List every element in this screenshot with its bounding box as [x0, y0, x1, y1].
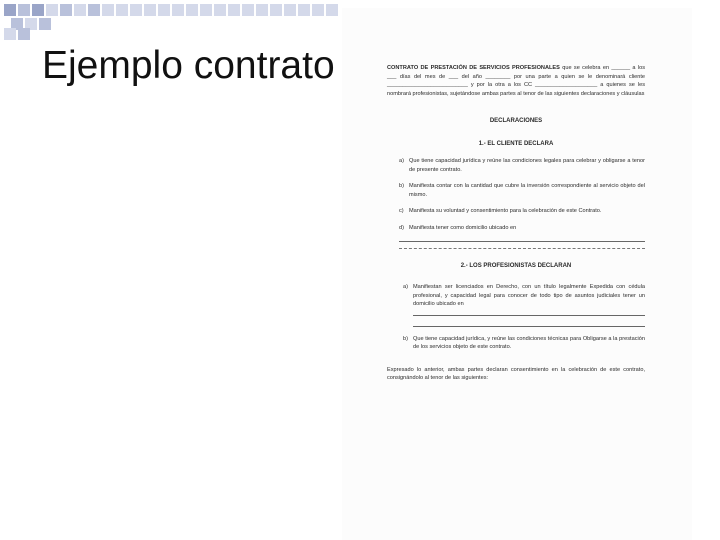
decorative-square	[18, 4, 30, 16]
professionals-clause-a: a) Manifiestan ser licenciados en Derecho, con un título legalmente Expedida con cédula profesional, y capacidad legal para conocer de todo tipo de asuntos judiciales tener un domicilio ubicado en	[403, 284, 645, 307]
decorative-square	[158, 4, 170, 16]
decorative-square	[172, 4, 184, 16]
decorative-square	[228, 4, 240, 16]
slide-title: Ejemplo contrato	[42, 44, 335, 87]
decorative-square	[326, 4, 338, 16]
decorative-square	[4, 28, 16, 40]
decorative-square	[242, 4, 254, 16]
client-clause-c: c) Manifiesta su voluntad y consentimiento para la celebración de este Contrato.	[399, 208, 602, 214]
decorative-square	[18, 28, 30, 40]
decorative-square	[32, 4, 44, 16]
decorative-square	[144, 4, 156, 16]
decorative-square	[200, 4, 212, 16]
client-declares-heading: 1.- EL CLIENTE DECLARA	[478, 141, 554, 147]
contract-title: CONTRATO DE PRESTACIÓN DE SERVICIOS PROFESIONALES	[387, 65, 560, 71]
decorative-square	[39, 18, 51, 30]
client-clause-b: b) Manifiesta contar con la cantidad que cubre la inversión correspondiente al servicio objeto del mismo.	[399, 183, 645, 198]
decorative-squares-band	[0, 0, 340, 40]
decorative-square	[88, 4, 100, 16]
decorative-square	[74, 4, 86, 16]
decorative-square	[186, 4, 198, 16]
decorative-square	[256, 4, 268, 16]
closing-paragraph: Expresado lo anterior, ambas partes declaran consentimiento en la celebración de este contrato, consignándolo al tenor de las siguientes:	[387, 366, 645, 381]
decorative-square	[116, 4, 128, 16]
decorative-square	[284, 4, 296, 16]
decorative-square	[270, 4, 282, 16]
client-clause-d: d) Manifiesta tener como domicilio ubicado en	[399, 224, 517, 231]
decorative-square	[4, 4, 16, 16]
professionals-declare-heading: 2.- LOS PROFESIONISTAS DECLARAN	[460, 263, 572, 269]
client-clause-a: a) Que tiene capacidad jurídica y reúne las condiciones legales para celebrar y obligarse a tenor de presente contrato.	[399, 158, 645, 173]
decorative-square	[102, 4, 114, 16]
contract-document-image	[342, 8, 692, 540]
professionals-clause-b: b) Que tiene capacidad jurídica, y reúne las condiciones técnicas para Obligarse a la prestación de los servicios objeto de este contrato.	[403, 335, 645, 350]
decorative-square	[130, 4, 142, 16]
decorative-square	[214, 4, 226, 16]
decorative-square	[312, 4, 324, 16]
decorative-square	[60, 4, 72, 16]
contract-intro-paragraph	[387, 64, 645, 98]
declarations-heading: DECLARACIONES	[489, 118, 543, 124]
decorative-square	[298, 4, 310, 16]
decorative-square	[46, 4, 58, 16]
contract-intro-text: que se celebra en ______ a los ___ días del mes de ___ del año ________ por una parte a quien se le denominará cliente __________________________ y por la otra a los CC ____________________ a quienes se les nombrará profesionistas, sujetándose ambas partes al tenor de las siguientes declaraciones y cláusulas	[387, 65, 645, 97]
